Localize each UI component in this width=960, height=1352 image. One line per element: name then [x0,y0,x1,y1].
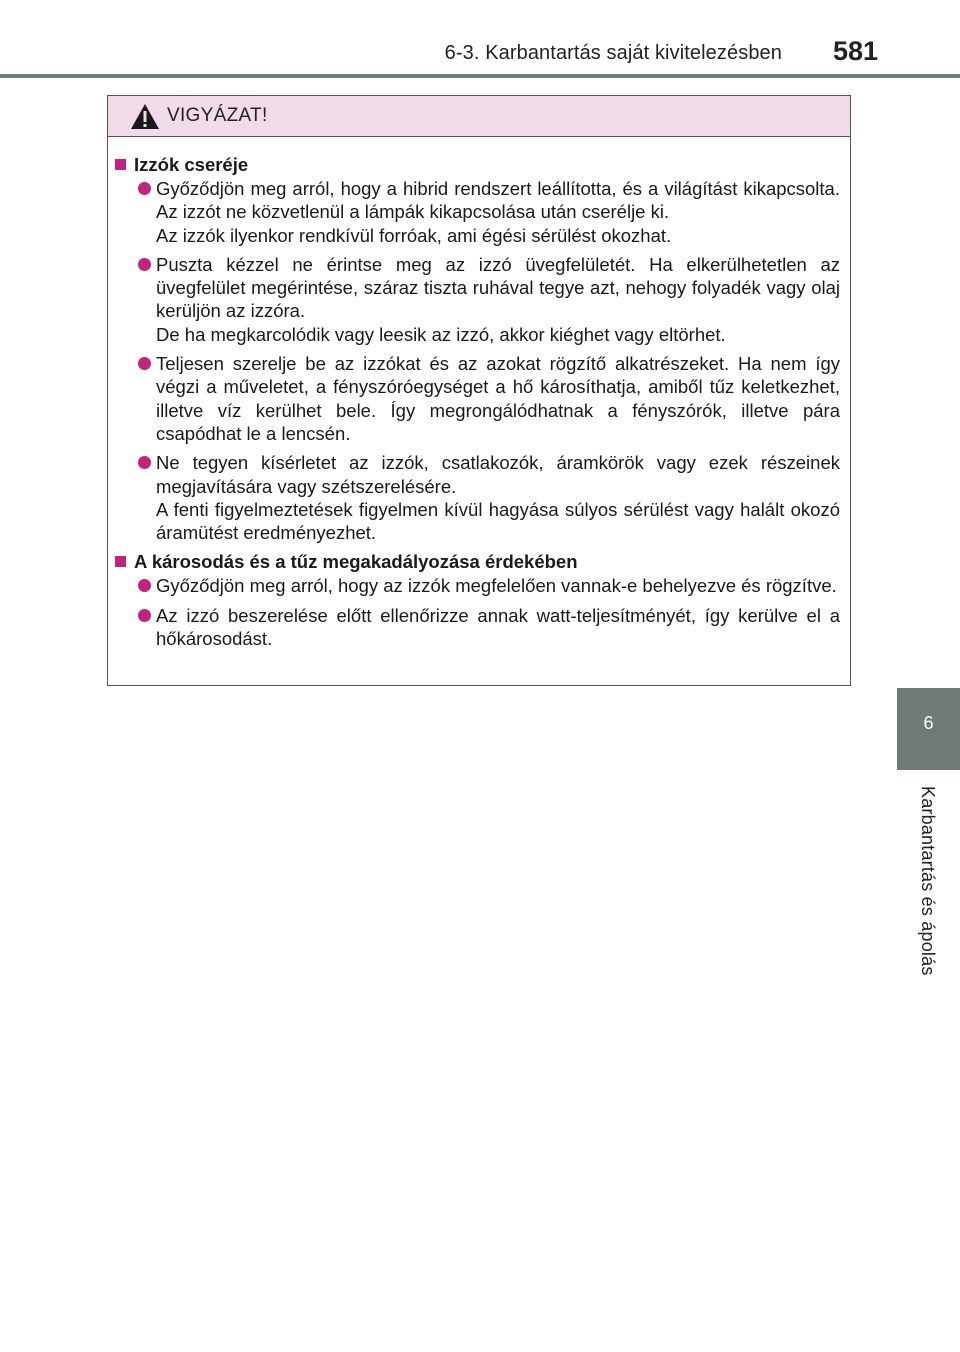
warning-header [108,96,850,137]
item-text: Ne tegyen kísérletet az izzók, csatlakozók, áramkörök vagy ezek részeinek megjavítására vagy szétszerelésére. [156,452,840,497]
chapter-tab [897,688,960,770]
section-heading-text: A károsodás és a tűz megakadályozása érdekében [134,551,578,573]
round-bullet-icon [138,258,151,271]
list-item [112,574,840,597]
warning-box [107,95,851,686]
round-bullet-icon [138,182,151,195]
list-item [112,451,840,544]
round-bullet-icon [138,357,151,370]
chapter-number: 6 [923,713,934,733]
section-bulb-replacement [112,153,840,544]
list-item [112,604,840,651]
section-damage-fire-prevention [112,550,840,650]
warning-body [108,137,850,650]
list-item [112,352,840,445]
warning-title: VIGYÁZAT! [167,105,268,126]
round-bullet-icon [138,579,151,592]
section-heading [112,550,840,573]
section-heading-text: Izzók cseréje [134,154,249,175]
section-heading [112,153,840,176]
list-item [112,253,840,346]
warning-triangle-icon [130,103,160,130]
section-title: 6-3. Karbantartás saját kivitelezésben [444,42,782,64]
list-item [112,177,840,247]
square-bullet-icon [115,159,126,170]
item-text: Az izzó beszerelése előtt ellenőrizze annak watt-teljesítményét, így kerülve el a hőkárosodást. [156,604,840,650]
header-rule [0,74,960,78]
item-text: Győződjön meg arról, hogy az izzók megfelelően vannak-e behelyezve és rögzítve. [156,575,837,597]
item-text: Puszta kézzel ne érintse meg az izzó üvegfelületét. Ha elkerülhetetlen az üvegfelület megérintése, száraz tiszta ruhával tegye azt, nehogy folyadék vagy olaj kerüljön az izzóra. [156,253,840,322]
item-text: Teljesen szerelje be az izzókat és az azokat rögzítő alkatrészeket. Ha nem így végzi a műveletet, a fényszóróegységet a hő károsíthatja, amiből tűz keletkezhet, illetve víz kerülhet bele. Így megrongálódhatnak a fényszórók, illetve pára csapódhat le a lencsén. [156,353,840,444]
chapter-label: Karbantartás és ápolás [918,786,938,976]
item-text: A fenti figyelmeztetések figyelmen kívül hagyása súlyos sérülést vagy halált okozó áramütést eredményezhet. [156,498,840,544]
page-number: 581 [833,36,879,66]
item-text: Az izzók ilyenkor rendkívül forróak, ami égési sérülést okozhat. [156,224,672,246]
item-text: Győződjön meg arról, hogy a hibrid rendszert leállította, és a világítást kikapcsolta. Az izzót ne közvetlenül a lámpák kikapcsolása után cserélje ki. [156,178,840,223]
round-bullet-icon [138,609,151,622]
item-text: De ha megkarcolódik vagy leesik az izzó, akkor kiéghet vagy eltörhet. [156,323,726,345]
round-bullet-icon [138,456,151,469]
square-bullet-icon [115,556,126,567]
